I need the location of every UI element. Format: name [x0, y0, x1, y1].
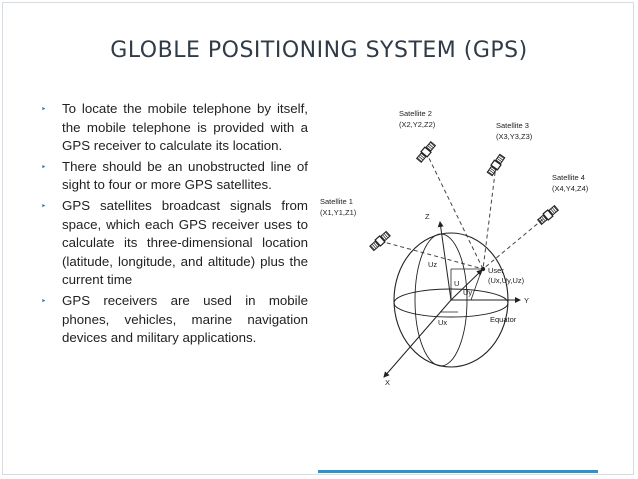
satellite-1-icon: [369, 231, 391, 252]
satellite-3-icon: [486, 154, 505, 177]
bullet-text: There should be an unobstructed line of sight to four or more GPS satellites.: [62, 158, 308, 193]
x-axis: [384, 300, 451, 377]
equator-label: Equator: [490, 315, 517, 324]
accent-rule: [318, 470, 598, 473]
satellite-4-coords: (X4,Y4,Z4): [552, 184, 589, 193]
slide-title: GLOBLE POSITIONING SYSTEM (GPS): [110, 38, 528, 63]
bullet-item: [40, 100, 308, 156]
uy-ground-line: [471, 269, 482, 300]
bullet-arrow-icon: ‣: [41, 295, 47, 306]
satellite-4-icon: [537, 205, 559, 225]
z-axis-label: Z: [425, 212, 430, 221]
bullet-arrow-icon: ‣: [41, 104, 47, 114]
ux-label: Ux: [438, 318, 448, 327]
u-label: U: [454, 279, 460, 288]
bullet-arrow-icon: ‣: [41, 200, 47, 211]
x-axis-label: X: [385, 378, 391, 387]
satellite-2-label: Satellite 2: [399, 109, 432, 118]
user-point: [481, 267, 485, 271]
satellite-3-label: Satellite 3: [496, 121, 529, 130]
gps-diagram: [312, 97, 600, 397]
y-axis-label: Y: [524, 296, 530, 305]
bullet-text: GPS receivers are used in mobile phones, vehicles, marine navigation devices and military applications.: [62, 292, 308, 346]
satellite-1-coords: (X1,Y1,Z1): [320, 208, 357, 217]
bullet-item: [40, 292, 308, 348]
user-label: User: [488, 266, 504, 275]
bullet-item: [40, 197, 308, 290]
bullet-text: To locate the mobile telephone by itself, the mobile telephone is provided with a GPS receiver to calculate its location.: [62, 101, 308, 154]
bullet-text: GPS satellites broadcast signals from space, which each GPS receiver uses to calculate its three-dimensional location (latitude, longitude, and altitude) plus the current time: [62, 197, 308, 288]
signal-line-4: [483, 215, 548, 269]
bullet-item: [40, 158, 308, 195]
uz-label: Uz: [428, 260, 438, 269]
uy-label: Uy: [463, 288, 473, 297]
satellite-3-coords: (X3,Y3,Z3): [496, 132, 533, 141]
bullet-list: [40, 100, 308, 350]
user-coords: (Ux,Uy,Uz): [488, 276, 525, 285]
satellite-1-label: Satellite 1: [320, 197, 353, 206]
signal-line-2: [426, 152, 483, 269]
signal-line-3: [483, 165, 496, 269]
bullet-arrow-icon: ‣: [41, 161, 47, 172]
satellite-2-coords: (X2,Y2,Z2): [399, 120, 436, 129]
satellite-4-label: Satellite 4: [552, 173, 585, 182]
satellite-2-icon: [416, 141, 436, 163]
